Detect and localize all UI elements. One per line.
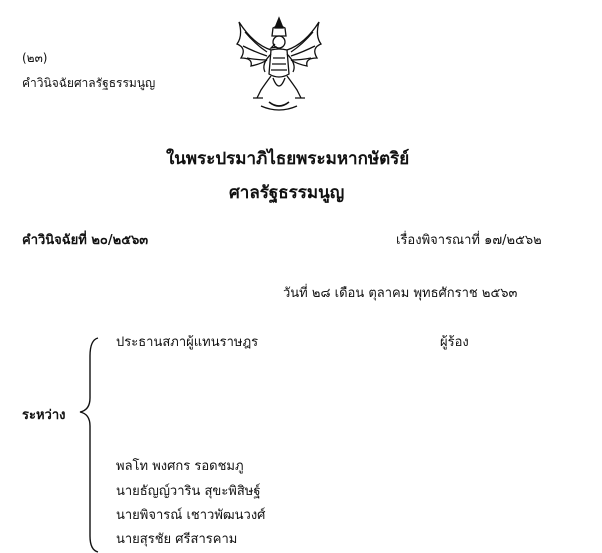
heading-court-name: ศาลรัฐธรรมนูญ: [229, 183, 345, 203]
respondent-item: พลโท พงศกร รอดชมภู: [116, 459, 244, 474]
brace-bracket: [76, 336, 104, 553]
doc-type: คำวินิจฉัยศาลรัฐธรรมนูญ: [22, 76, 156, 90]
petitioner-role: ผู้ร้อง: [440, 335, 469, 350]
respondent-item: นายพิจารณ์ เชาวพัฒนวงศ์: [116, 508, 266, 523]
respondent-item: นายธัญญ์วาริน สุขะพิสิษฐ์: [116, 484, 261, 499]
respondent-item: นายสุรชัย ศรีสารคาม: [116, 532, 238, 547]
petitioner-name: ประธานสภาผู้แทนราษฎร: [116, 335, 259, 350]
heading-royal-line: ในพระปรมาภิไธยพระมหากษัตริย์: [166, 149, 410, 169]
ruling-date: วันที่ ๒๘ เดือน ตุลาคม พุทธศักราช ๒๕๖๓: [283, 286, 518, 301]
garuda-emblem-icon: [231, 14, 327, 112]
ruling-number: คำวินิจฉัยที่ ๒๐/๒๕๖๓: [22, 233, 149, 248]
between-label: ระหว่าง: [22, 408, 66, 423]
case-number: เรื่องพิจารณาที่ ๑๗/๒๕๖๒: [396, 233, 542, 248]
doc-number: (๒๓): [22, 51, 48, 65]
